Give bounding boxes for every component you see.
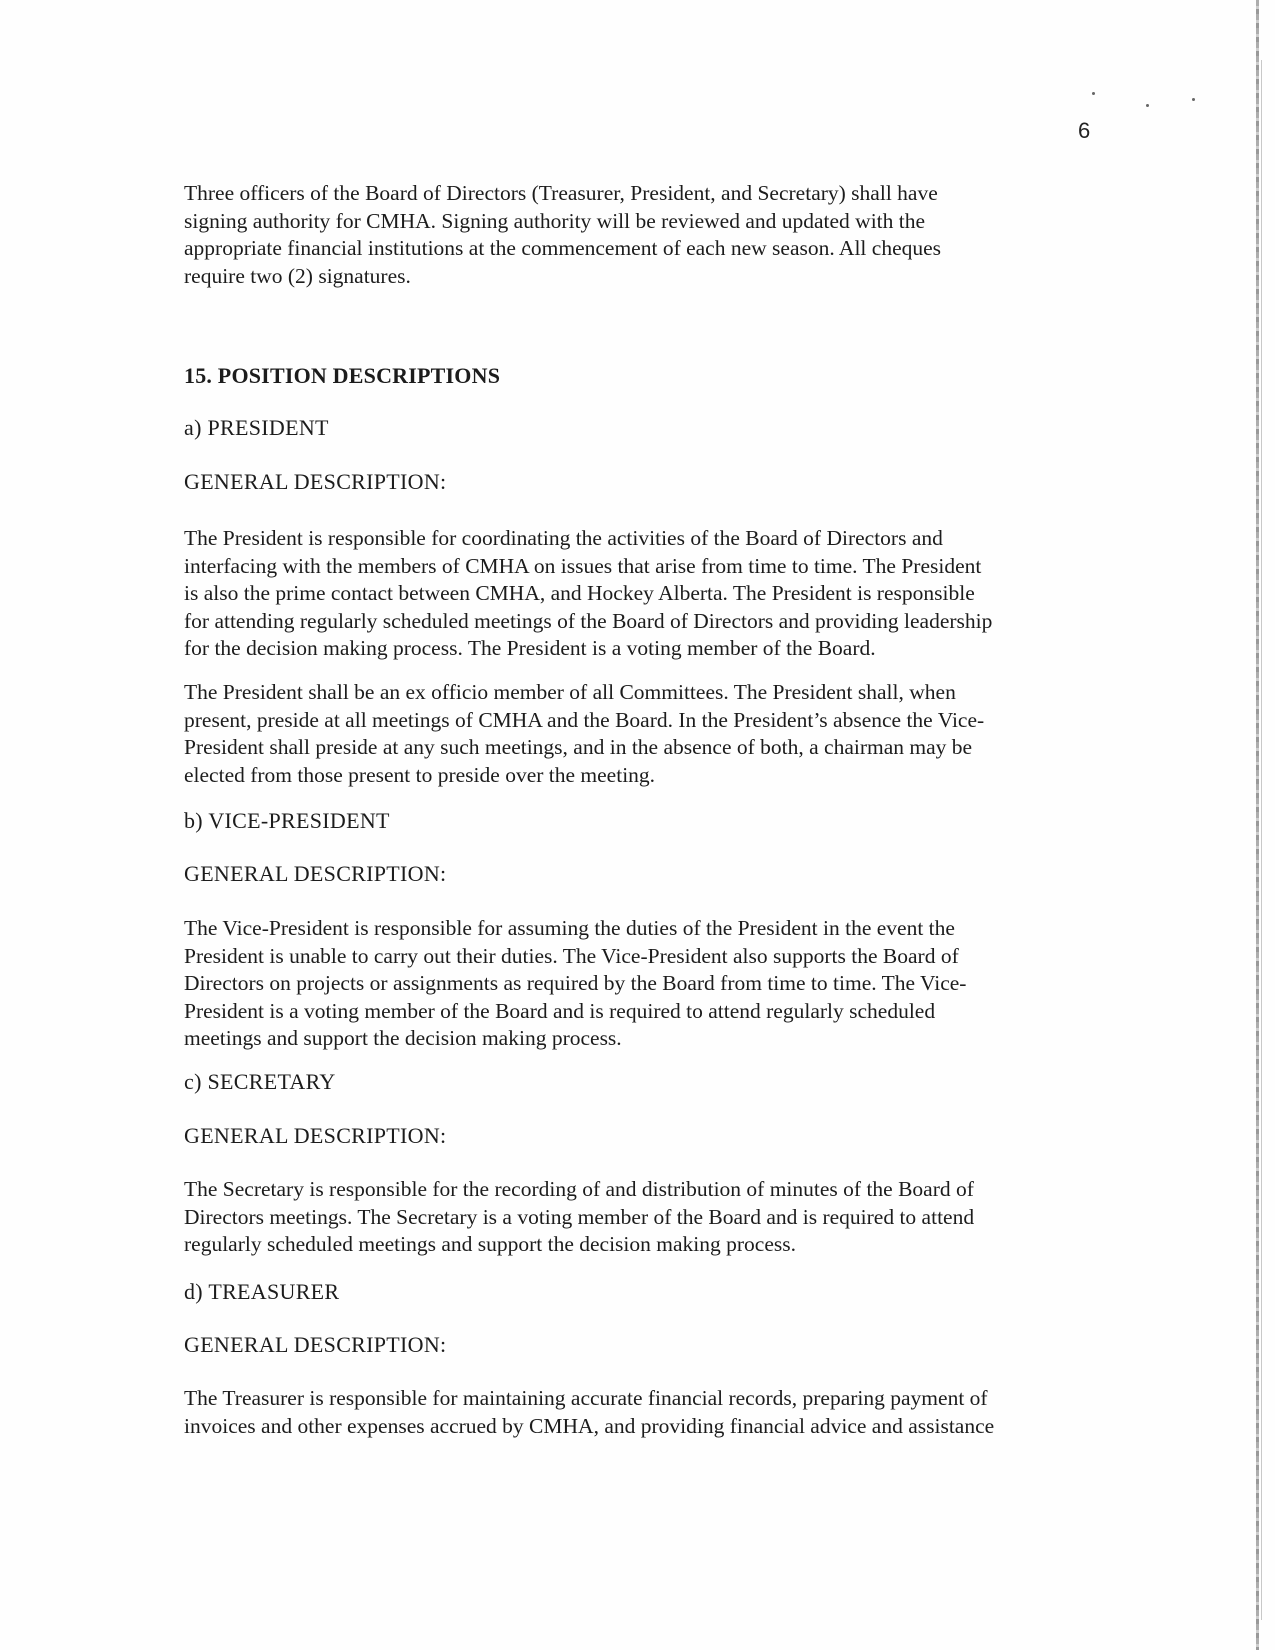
president-paragraph-2: The President shall be an ex officio member of all Committees. The President shall, when present, preside at all meetings of CMHA and the Board. In the President’s absence the Vice- President shall preside at any such meetings, and in the absence of both, a chairman may be elected from those present to preside over the meeting. [184,680,985,787]
secretary-paragraph: The Secretary is responsible for the recording of and distribution of minutes of the Board of Directors meetings. The Secretary is a voting member of the Board and is required to attend regularly scheduled meetings and support the decision making process. [184,1177,975,1256]
scan-edge-line [1261,60,1262,1620]
secretary-title: c) SECRETARY [184,1069,336,1094]
vice-president-paragraph: The Vice-President is responsible for assuming the duties of the President in the event the President is unable to carry out their duties. The Vice-President also supports the Board of Directors on projects or assignments as required by the Board from time to time. The Vice- President is a voting member of the Board and is required to attend regularly scheduled meetings and support the decision making process. [184,916,967,1050]
president-label: GENERAL DESCRIPTION: [184,469,447,494]
scan-speck [1192,98,1195,101]
vice-president-label: GENERAL DESCRIPTION: [184,861,447,886]
section-title: 15. POSITION DESCRIPTIONS [184,363,501,388]
intro-paragraph: Three officers of the Board of Directors (Treasurer, President, and Secretary) shall have signing authority for CMHA. Signing authority will be reviewed and updated with the appropriate financial institutions at the commencement of each new season. All cheques require two (2) signatures. [184,181,942,288]
scan-edge-artifact [1256,0,1259,1650]
president-paragraph-1: The President is responsible for coordinating the activities of the Board of Directors and interfacing with the members of CMHA on issues that arise from time to time. The President is also the prime contact between CMHA, and Hockey Alberta. The President is responsible for attending regularly scheduled meetings of the Board of Directors and providing leadership for the decision making process. The President is a voting member of the Board. [184,526,993,660]
scan-speck [1146,104,1149,107]
page-number: 6 [1078,118,1091,143]
president-title: a) PRESIDENT [184,415,329,440]
vice-president-title: b) VICE-PRESIDENT [184,808,390,833]
treasurer-paragraph: The Treasurer is responsible for maintaining accurate financial records, preparing payment of invoices and other expenses accrued by CMHA, and providing financial advice and assistance [184,1386,995,1438]
treasurer-label: GENERAL DESCRIPTION: [184,1332,447,1357]
scan-speck [1092,92,1095,95]
secretary-label: GENERAL DESCRIPTION: [184,1123,447,1148]
treasurer-title: d) TREASURER [184,1279,340,1304]
